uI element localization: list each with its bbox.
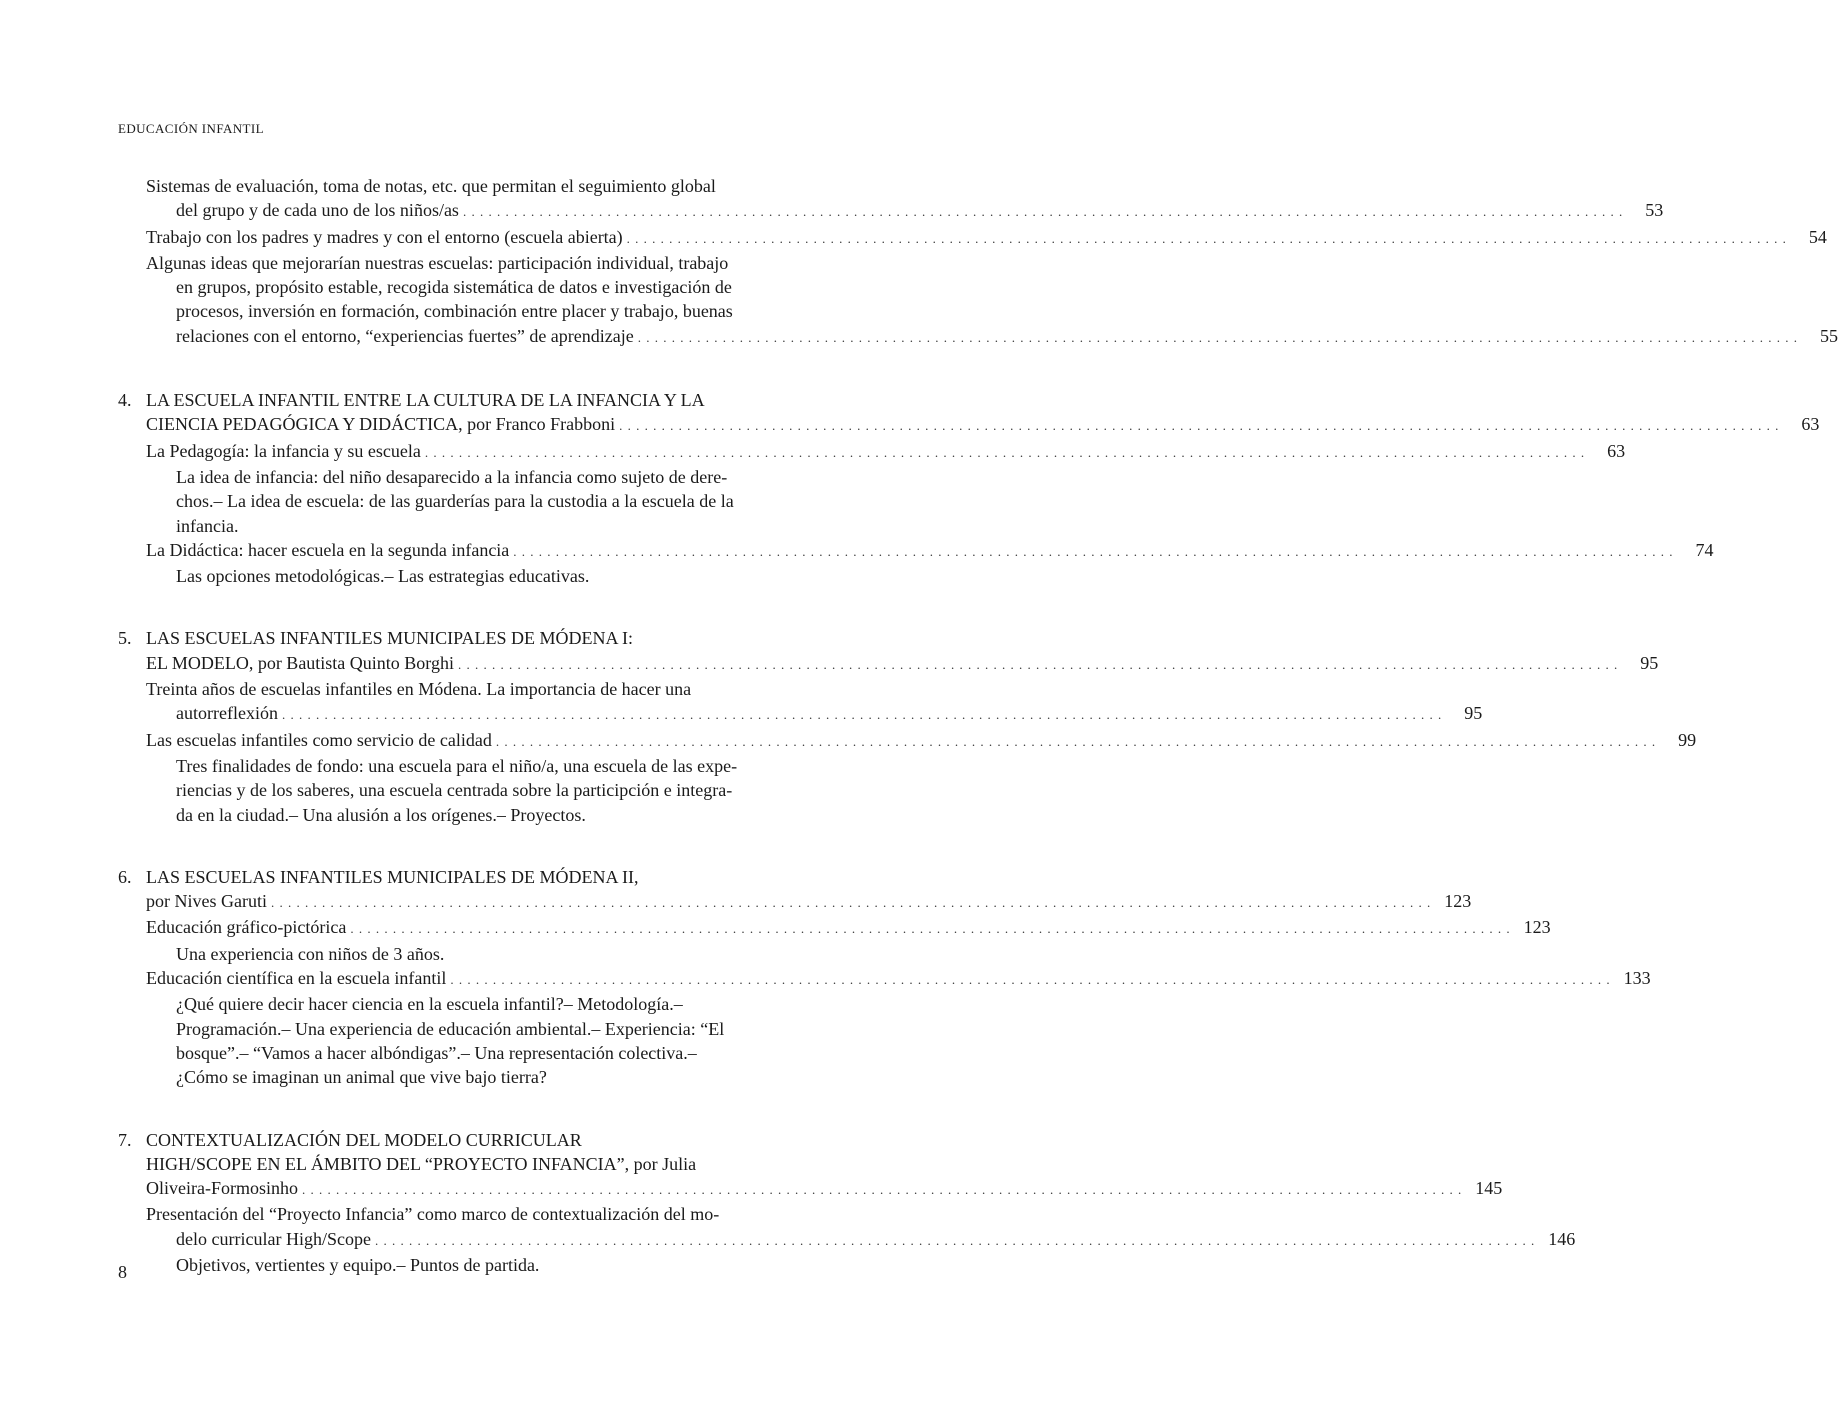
page-ref: 95 xyxy=(1464,703,1483,724)
section-description: Una experiencia con niños de 3 años. xyxy=(176,943,445,964)
leader-dots xyxy=(302,1178,1462,1202)
chapter-4 xyxy=(118,388,1820,588)
chapter-title: 7. CONTEXTUALIZACIÓN DEL MODELO CURRICULAR HIGH/SCOPE EN EL ÁMBITO DEL “PROYECTO INFANCIA”, por Julia Oliveira-Formosinho . . . 145 xyxy=(118,1128,866,1203)
leader-dots xyxy=(627,227,1787,251)
page-ref: 63 xyxy=(1801,414,1820,435)
toc-entry: La Pedagogía: la infancia y su escuela . . . 63 xyxy=(146,439,866,465)
running-head: EDUCACIÓN INFANTIL xyxy=(118,121,264,136)
toc-entry: Sistemas de evaluación, toma de notas, etc. que permitan el seguimiento global del grupo y de cada uno de los niños/as . . . 53 xyxy=(146,174,866,225)
leader-dots xyxy=(496,730,1656,754)
toc-entry: Algunas ideas que mejorarían nuestras escuelas: participación individual, trabajo en grupos, propósito estable, recogida sistemática de datos e investigación de procesos, inversión en formación, combinación entre placer y trabajo, buenas relaciones con el entorno, “experiencias fuertes” de aprendizaje . . . 55 xyxy=(146,251,866,350)
table-of-contents xyxy=(118,174,1838,1277)
chapter-number: 5. xyxy=(118,628,132,649)
leader-dots xyxy=(463,200,1623,224)
leader-dots xyxy=(271,891,1431,915)
page-ref: 54 xyxy=(1808,226,1827,247)
page-ref: 63 xyxy=(1607,440,1626,461)
section-description: Las opciones metodológicas.– Las estrategias educativas. xyxy=(176,566,590,587)
toc-entry: Treinta años de escuelas infantiles en Módena. La importancia de hacer una autorreflexión . . . 95 xyxy=(146,677,866,728)
chapter-title: 6. LAS ESCUELAS INFANTILES MUNICIPALES DE MÓDENA II, por Nives Garuti . . . 123 xyxy=(118,865,866,916)
leader-dots xyxy=(450,968,1610,992)
page-number: 8 xyxy=(118,1262,127,1282)
page-ref: 95 xyxy=(1640,652,1659,673)
chapter-title: 5. LAS ESCUELAS INFANTILES MUNICIPALES DE MÓDENA I: EL MODELO, por Bautista Quinto Borghi . . . 95 xyxy=(118,626,866,677)
page-ref: 145 xyxy=(1475,1178,1503,1199)
page-ref: 55 xyxy=(1820,325,1838,346)
section-description: Tres finalidades de fondo: una escuela para el niño/a, una escuela de las expe- riencias y de los saberes, una escuela centrada sobre la participción e integra- da en la ciudad.– Una alusión a los orígenes.– Proyectos. xyxy=(176,755,738,825)
leader-dots xyxy=(638,326,1798,350)
chapter-5 xyxy=(118,626,1697,826)
page-ref: 123 xyxy=(1523,917,1551,938)
page-ref: 123 xyxy=(1444,891,1472,912)
section-description: ¿Qué quiere decir hacer ciencia en la escuela infantil?– Metodología.– Programación.– Una experiencia de educación ambiental.– Experiencia: “El bosque”.– “Vamos a hacer albóndigas”.– Una representación colectiva.– ¿Cómo se imaginan un animal que vive bajo tierra? xyxy=(176,994,725,1088)
chapter-number: 4. xyxy=(118,390,132,411)
page-ref: 146 xyxy=(1548,1228,1576,1249)
leader-dots xyxy=(375,1229,1535,1253)
leader-dots xyxy=(619,414,1779,438)
toc-entry: Las escuelas infantiles como servicio de calidad . . . 99 xyxy=(146,728,866,754)
chapter-number: 6. xyxy=(118,866,132,887)
chapter-number: 7. xyxy=(118,1129,132,1150)
page-ref: 99 xyxy=(1678,729,1697,750)
toc-entry: Educación gráfico-pictórica . . . 123 xyxy=(146,915,866,941)
page-ref: 53 xyxy=(1645,200,1664,221)
toc-entry: La Didáctica: hacer escuela en la segunda infancia . . . 74 xyxy=(146,538,866,564)
leader-dots xyxy=(350,917,1510,941)
leader-dots xyxy=(282,703,1442,727)
chapter-6 xyxy=(118,865,1651,1090)
toc-entry: Trabajo con los padres y madres y con el entorno (escuela abierta) . . . 54 xyxy=(146,225,866,251)
leader-dots xyxy=(513,540,1673,564)
leader-dots xyxy=(458,653,1618,677)
page-ref: 133 xyxy=(1623,968,1651,989)
chapter-title: 4. LA ESCUELA INFANTIL ENTRE LA CULTURA DE LA INFANCIA Y LA CIENCIA PEDAGÓGICA Y DIDÁCTICA, por Franco Frabboni . . . 63 xyxy=(118,388,866,439)
section-description: Objetivos, vertientes y equipo.– Puntos de partida. xyxy=(176,1254,540,1275)
section-description: La idea de infancia: del niño desaparecido a la infancia como sujeto de dere- chos.– La idea de escuela: de las guarderías para la custodia a la escuela de la infancia. xyxy=(176,466,734,536)
toc-entry: Educación científica en la escuela infantil . . . 133 xyxy=(146,966,866,992)
chapter-7 xyxy=(118,1128,1576,1278)
toc-entry: Presentación del “Proyecto Infancia” como marco de contextualización del mo- delo curricular High/Scope . . . 146 xyxy=(146,1202,866,1253)
page-ref: 74 xyxy=(1695,539,1714,560)
leader-dots xyxy=(425,441,1585,465)
intro-entries xyxy=(118,174,1838,350)
